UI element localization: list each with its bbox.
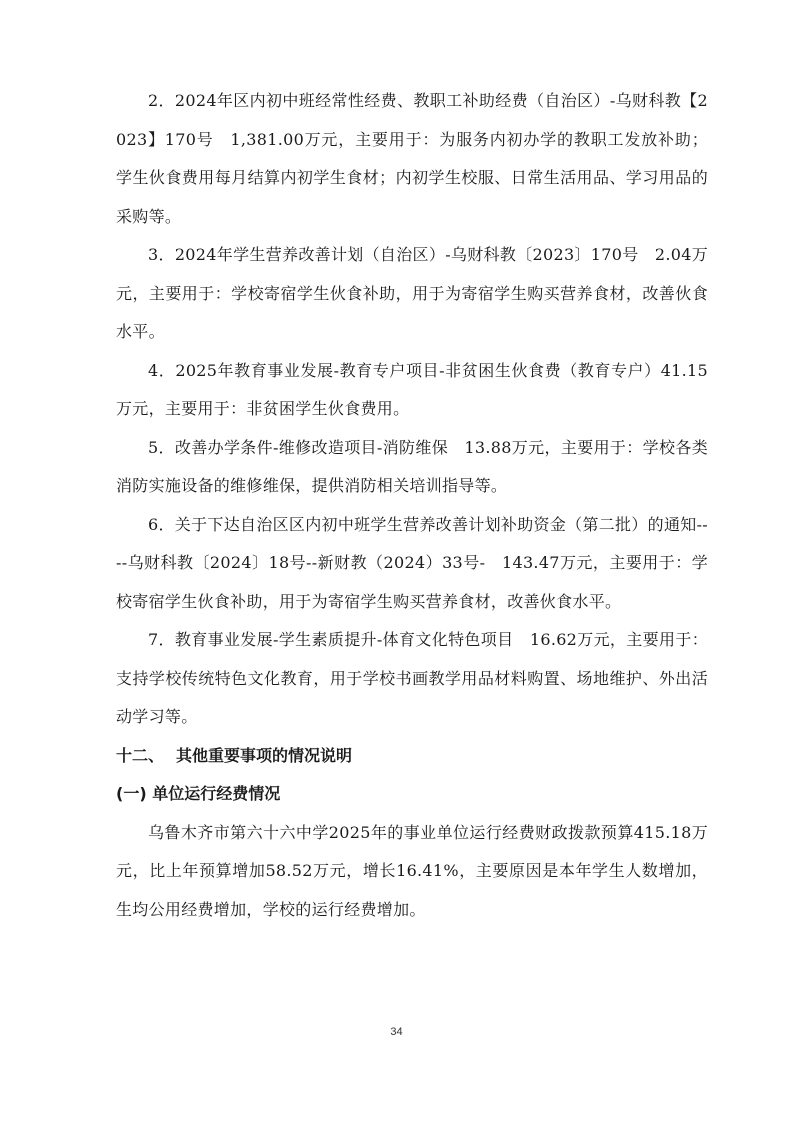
- paragraph-item-6: 6．关于下达自治区区内初中班学生营养改善计划补助资金（第二批）的通知----乌财科教〔2024〕18号--新财教（2024）33号- 143.47万元，主要用于：学校寄宿学生伙食补助，用于为寄宿学生购买营养食材，改善伙食水平。: [116, 514, 708, 611]
- paragraph-item-5: 5．改善办学条件-维修改造项目-消防维保 13.88万元，主要用于：学校各类消防实施设备的维修维保，提供消防相关培训指导等。: [116, 437, 708, 495]
- paragraph-item-2: 2．2024年区内初中班经常性经费、教职工补助经费（自治区）-乌财科教【2023】170号 1,381.00万元，主要用于：为服务内初办学的教职工发放补助；学生伙食费用每月结算内初学生食材；内初学生校服、日常生活用品、学习用品的采购等。: [116, 91, 708, 226]
- section-number: 十二、: [116, 745, 165, 765]
- subsection-heading: (一) 单位运行经费情况: [116, 784, 281, 803]
- paragraph-item-4: 4．2025年教育事业发展-教育专户项目-非贫困生伙食费（教育专户）41.15万元，主要用于：非贫困学生伙食费用。: [116, 360, 708, 418]
- paragraph-item-3: 3．2024年学生营养改善计划（自治区）-乌财科教〔2023〕170号 2.04万元，主要用于：学校寄宿学生伙食补助，用于为寄宿学生购买营养食材，改善伙食水平。: [116, 245, 708, 341]
- paragraph-item-7: 7．教育事业发展-学生素质提升-体育文化特色项目 16.62万元，主要用于：支持学校传统特色文化教育，用于学校书画教学用品材料购置、场地维护、外出活动学习等。: [116, 630, 708, 726]
- section-heading: [116, 737, 708, 776]
- page-number: 34: [390, 1026, 403, 1038]
- operating-expense-paragraph: 乌鲁木齐市第六十六中学2025年的事业单位运行经费财政拨款预算415.18万元，比上年预算增加58.52万元，增长16.41%，主要原因是本年学生人数增加，生均公用经费增加，学校的运行经费增加。: [116, 822, 708, 919]
- section-title: 其他重要事项的情况说明: [176, 745, 353, 765]
- document-body: [116, 82, 708, 929]
